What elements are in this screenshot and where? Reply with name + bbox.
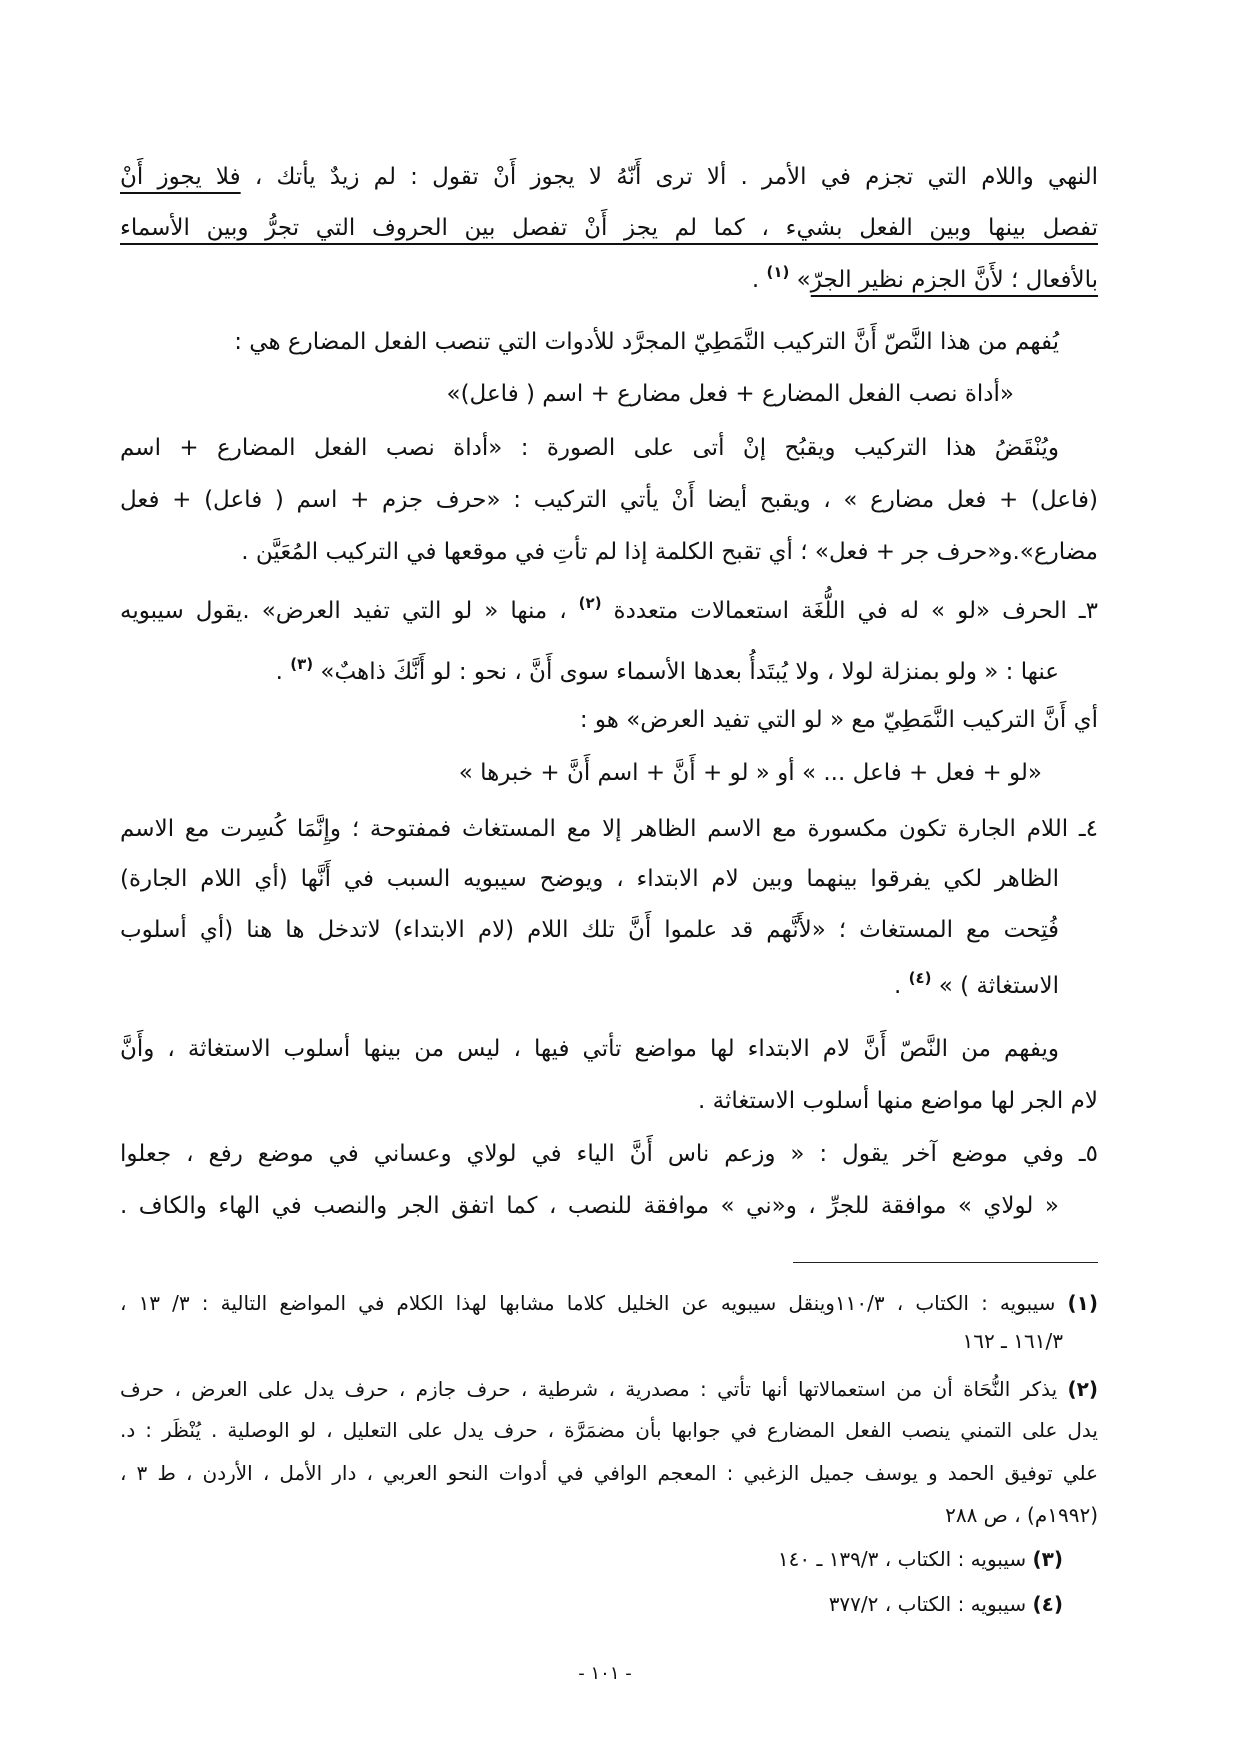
- footnote-marker: (٢): [1067, 1377, 1098, 1401]
- body-line-8: [120, 526, 1098, 578]
- footnote-2-line-3: [120, 1453, 1098, 1493]
- footnote-text: يذكر النُّحَاة أن من استعمالاتها أنها تأتي : مصدرية ، شرطية ، حرف جازم ، حرف يدل على العرض ، حرف: [120, 1377, 1068, 1401]
- item-5-line-2: [120, 1180, 1098, 1232]
- line-text: «لو + فعل + فاعل ... » أو « لو + أَنَّ + اسم أَنَّ + خبرها »: [458, 760, 1042, 786]
- footnote-2: [120, 1369, 1098, 1409]
- body-line-18: [120, 1075, 1098, 1127]
- line-text: مضارع».و«حرف جر + فعل» ؛ أي تقبح الكلمة إذا لم تأتِ في موقعها في التركيب المُعَيَّن .: [241, 539, 1098, 565]
- item-5-line-1: [120, 1128, 1098, 1180]
- line-text: ويُنْقَضُ هذا التركيب ويقبُح إنْ أتى على الصورة : «أداة نصب الفعل المضارع + اسم: [120, 435, 1059, 461]
- item-4-line-4: [120, 960, 1098, 1012]
- line-text: ٤ـ اللام الجارة تكون مكسورة مع الاسم الظاهر إلا مع المستغاث فمفتوحة ؛ وإِنَّمَا كُسِرت مع الاسم: [120, 816, 1098, 842]
- footnote-ref-4: (٤): [908, 969, 932, 987]
- footnote-1: [120, 1283, 1098, 1323]
- line-text: الاستغاثة ) »: [931, 973, 1059, 999]
- item-4-line-2: [120, 853, 1098, 905]
- body-line-2: [120, 202, 1098, 254]
- body-line-1: [120, 151, 1098, 203]
- footnote-1-continued: [120, 1321, 1098, 1361]
- pattern-formula-1: [120, 368, 1098, 420]
- line-text: ويفهم من النَّصّ أَنَّ لام الابتداء لها مواضع تأتي فيها ، ليس من بينها أسلوب الاستغاثة ، وأَنَّ: [120, 1036, 1059, 1062]
- body-line-3: [120, 254, 1098, 306]
- footnote-ref-1: (١): [766, 263, 790, 281]
- line-text: ٥ـ وفي موضع آخر يقول : « وزعم ناس أَنَّ الياء في لولاي وعساني في موضع رفع ، جعلوا: [120, 1141, 1098, 1167]
- footnote-text: سيبويه : الكتاب ، ١١٠/٣وينقل سيبويه عن الخليل كلاما مشابها لهذا الكلام في المواضع التالية : ٣/ ١٣ ،: [120, 1291, 1068, 1315]
- line-text: .: [893, 973, 909, 999]
- line-text: ، منها « لو التي تفيد العرض» .يقول سيبويه: [120, 598, 579, 624]
- line-text: « لولاي » موافقة للجرِّ ، و«ني » موافقة للنصب ، كما اتفق الجر والنصب في الهاء والكاف .: [120, 1193, 1059, 1219]
- underlined-text: بالأفعال ؛ لأَنَّ الجزم نظير الجرّ: [810, 267, 1098, 293]
- footnote-text: سيبويه : الكتاب ، ١٣٩/٣ ـ ١٤٠: [777, 1547, 1033, 1571]
- body-line-11: [120, 694, 1098, 746]
- line-text: .: [751, 267, 767, 293]
- line-text: النهي واللام التي تجزم في الأمر . ألا ترى أَنّهُ لا يجوز أَنْ تقول : لم زيدٌ يأتك ،: [240, 164, 1099, 190]
- footnote-text: ١٦١/٣ ـ ١٦٢: [962, 1329, 1063, 1353]
- line-text: الظاهر لكي يفرقوا بينهما وبين لام الابتداء ، ويوضح سيبويه السبب في أَنَّها (أي اللام الجارة): [120, 866, 1059, 892]
- pattern-formula-2: [120, 747, 1098, 799]
- item-4-line-1: [120, 803, 1098, 855]
- footnote-text: (١٩٩٢م) ، ص ٢٨٨: [945, 1503, 1098, 1527]
- footnote-text: سيبويه : الكتاب ، ٣٧٧/٢: [828, 1592, 1033, 1616]
- line-text: يُفهم من هذا النَّصّ أَنَّ التركيب النَّمَطِيّ المجرَّد للأدوات التي تنصب الفعل المضارع هي :: [234, 329, 1059, 355]
- line-text: أي أَنَّ التركيب النَّمَطِيّ مع « لو التي تفيد العرض» هو :: [579, 707, 1098, 733]
- item-4-line-3: [120, 904, 1098, 956]
- footnote-marker: (١): [1067, 1291, 1098, 1315]
- body-line-4: [120, 316, 1098, 368]
- line-text: .: [275, 659, 291, 685]
- footnote-2-line-4: [120, 1495, 1098, 1535]
- footnote-ref-2: (٢): [578, 594, 602, 612]
- line-text: ٣ـ الحرف «لو » له في اللُّغَة استعمالات متعددة: [601, 598, 1098, 624]
- quote-mark: »: [789, 267, 811, 293]
- line-text: «أداة نصب الفعل المضارع + فعل مضارع + اسم ( فاعل)»: [446, 381, 1014, 407]
- line-text: فُتِحت مع المستغاث ؛ «لأَنَّهم قد علموا أَنَّ تلك اللام (لام الابتداء) لاتدخل ها هنا (أي أسلوب: [120, 917, 1059, 943]
- footnote-text: يدل على التمني ينصب الفعل المضارع في جوابها بأن مضمَرَّة ، حرف يدل على التعليل ، لو الوصلية . يُنْظَر : د.: [120, 1418, 1098, 1442]
- body-line-6: [120, 422, 1098, 474]
- body-line-7: [120, 474, 1098, 526]
- underlined-text: تفصل بينها وبين الفعل بشيء ، كما لم يجز أَنْ تفصل بين الحروف التي تجرُّ وبين الأسماء: [120, 215, 1098, 241]
- footnote-marker: (٣): [1032, 1547, 1063, 1571]
- item-3-line-1: [120, 585, 1098, 637]
- line-text: عنها : « ولو بمنزلة لولا ، ولا يُبتَدأُ بعدها الأسماء سوى أَنَّ ، نحو : لو أَنَّكَ ذاهبٌ»: [313, 659, 1059, 685]
- footnote-separator: [793, 1262, 1098, 1263]
- footnote-3: [120, 1539, 1098, 1579]
- footnote-2-line-2: [120, 1410, 1098, 1450]
- page-number: - ١٠١ -: [578, 1663, 632, 1684]
- footnote-ref-3: (٣): [290, 655, 314, 673]
- line-text: (فاعل) + فعل مضارع » ، ويقبح أيضا أَنْ يأتي التركيب : «حرف جزم + اسم ( فاعل) + فعل: [120, 487, 1098, 513]
- line-text: لام الجر لها مواضع منها أسلوب الاستغاثة .: [698, 1088, 1098, 1114]
- footnote-4: [120, 1584, 1098, 1624]
- footnote-text: علي توفيق الحمد و يوسف جميل الزغبي : المعجم الوافي في أدوات النحو العربي ، دار الأمل ، الأردن ، ط ٣ ،: [120, 1461, 1099, 1485]
- underlined-text: فلا يجوز أَنْ: [120, 164, 241, 190]
- item-3-line-2: [120, 646, 1098, 698]
- body-line-17: [120, 1023, 1098, 1075]
- footnote-marker: (٤): [1032, 1592, 1063, 1616]
